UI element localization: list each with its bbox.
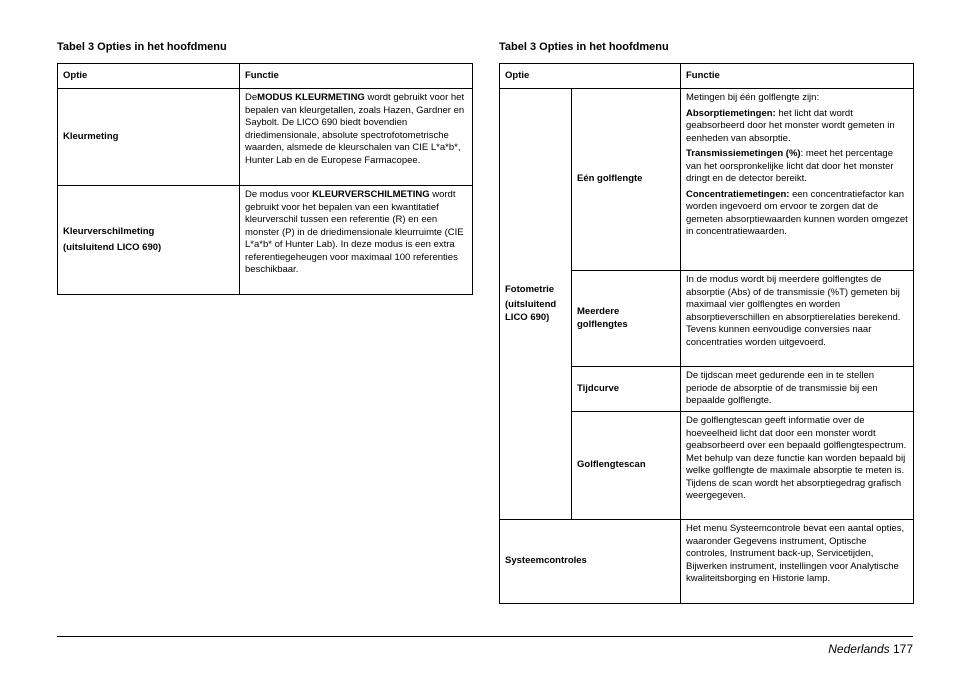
table-row	[500, 520, 914, 604]
table-row	[58, 186, 473, 295]
mode-name: KLEURVERSCHILMETING	[312, 189, 430, 200]
header-option: Optie	[500, 64, 681, 89]
option-cell: Kleurmeting	[58, 89, 240, 186]
function-cell: De modus voor KLEURVERSCHILMETING wordt gebruikt voor het bepalen van een kwantitatief kleurverschil tussen een referentie (R) en een monster (P) in de driedimensionale kleurruimte (CIE L*a*b* of Hunter Lab). In deze modus is een extra referentiegeheugen voor maximaal 100 referenties beschikbaar.	[240, 186, 473, 295]
header-function: Functie	[240, 64, 473, 89]
option-cell: Systeemcontroles	[500, 520, 681, 604]
table-row	[500, 89, 914, 271]
right-options-table	[499, 63, 914, 604]
left-options-table	[57, 63, 473, 295]
left-table-caption: Tabel 3 Opties in het hoofdmenu	[57, 41, 227, 53]
right-table-caption: Tabel 3 Opties in het hoofdmenu	[499, 41, 669, 53]
page-number: 177	[892, 642, 913, 656]
header-function: Functie	[681, 64, 914, 89]
suboption-cell: Golflengtescan	[572, 412, 681, 520]
page-footer	[828, 642, 913, 656]
option-cell: Kleurverschilmeting (uitsluitend LICO 690)	[58, 186, 240, 295]
function-cell: De golflengtescan geeft informatie over de hoeveelheid licht dat door een monster wordt geabsorbeerd over een bepaald golflengtespectrum. Met behulp van deze functie kan worden bepaald bij welke golflengte de maximale absorptie te meten is. Tijdens de scan wordt het absorptiegedrag grafisch weergegeven.	[681, 412, 914, 520]
group-cell-photometry: Fotometrie (uitsluitend LICO 690)	[500, 89, 572, 520]
suboption-cell: Eén golflengte	[572, 89, 681, 271]
header-option: Optie	[58, 64, 240, 89]
footer-divider	[57, 636, 913, 637]
mode-name: MODUS KLEURMETING	[257, 92, 365, 103]
function-cell: De tijdscan meet gedurende een in te stellen periode de absorptie of de transmissie bij een bepaalde golflengte.	[681, 367, 914, 412]
table-row	[58, 89, 473, 186]
table-header-row	[500, 64, 914, 89]
function-cell: In de modus wordt bij meerdere golflengtes de absorptie (Abs) of de transmissie (%T) gemeten bij maximaal vier golflengtes en worden absorptieverschillen en absorptierelaties berekend. Tevens kunnen eenvoudige conversies naar concentraties worden uitgevoerd.	[681, 271, 914, 367]
function-cell: Het menu Systeemcontrole bevat een aantal opties, waaronder Gegevens instrument, Optische controles, Instrument back-up, Servicetijden, Bijwerken instrument, instellingen voor Analytische kwaliteitsborging en Historie lamp.	[681, 520, 914, 604]
footer-language: Nederlands	[828, 642, 890, 656]
function-cell: DeMODUS KLEURMETING wordt gebruikt voor het bepalen van kleurgetallen, zoals Hazen, Gardner en Saybolt. De LICO 690 biedt bovendien driedimensionale, absolute spectrofotometrische waarden, alsmede de kleurschalen van CIE L*a*b*, Hunter Lab en de Europese Farmacopee.	[240, 89, 473, 186]
suboption-cell: Meerdere golflengtes	[572, 271, 681, 367]
function-cell: Metingen bij één golflengte zijn: Absorptiemetingen: het licht dat wordt geabsorbeerd door het monster wordt gemeten in eenheden van absorptie. Transmissiemetingen (%): meet het percentage van het oorspronkelijke licht dat door het monster dringt en de detector bereikt. Concentratiemetingen: een concentratiefactor kan worden ingevoerd om ervoor te zorgen dat de gemeten absorptiewaarden kunnen worden omgezet in concentratiewaarden.	[681, 89, 914, 271]
suboption-cell: Tijdcurve	[572, 367, 681, 412]
table-header-row	[58, 64, 473, 89]
